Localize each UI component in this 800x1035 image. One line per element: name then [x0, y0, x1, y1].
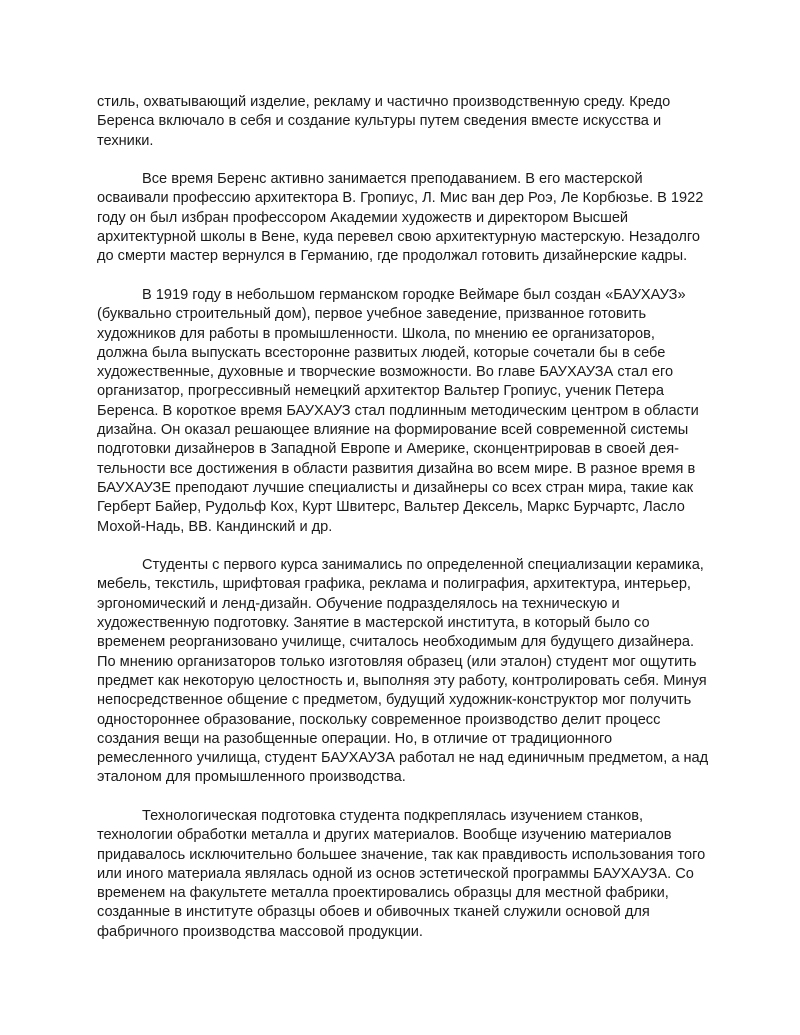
paragraph-5: Технологическая подготовка студента подкреплялась изучением станков, технологии обработки металла и других материалов. Вообще изучению материалов придавалось исключительно большее значение, так как правдивость использования того или иного материала являлась одной из основ эстетической программы БАУХАУЗА. Со временем на факультете металла проектировались образцы для местной фабрики, созданные в институте образцы обоев и обивочных тканей служили основой для фабричного производства массовой продукции. [97, 807, 706, 940]
paragraph-4: Студенты с первого курса занимались по определенной специализации керамика, мебель, текстиль, шрифтовая графика, реклама и полиграфия, архитектура, интерьер, эргономический и ленд-дизайн. Обучение подразделялось на техническую и художественную подготовку. Занятие в мастерской института, в который было со временем реорганизовано училище, считалось необходимым для будущего дизайнера. По мнению организаторов только изготовляя образец (или эталон) студент мог ощутить предмет как некоторую целостность и, выполняя эту работу, контролировать себя. Минуя непосредственное общение с предметом, будущий художник-конструктор мог получить одностороннее образование, поскольку современное производство делит процесс создания вещи на разобщенные операции. Но, в отличие от традиционного ремесленного училища, студент БАУХАУЗА работал не над единичным предметом, а над эталоном для промышленного производства. [97, 557, 709, 786]
paragraph-1: стиль, охватывающий изделие, рекламу и частично производственную среду. Кредо Беренса включало в себя и создание культуры путем сведения вместе искусства и техники. [97, 94, 671, 149]
paragraph-3: В 1919 году в небольшом германском городке Веймаре был создан «БАУХАУЗ» (буквально строительный дом), первое учебное заведение, призванное готовить художников для работы в промышленности. Школа, по мнению ее организаторов, должна была выпускать всесторонне развитых людей, которые сочетали бы в себе художественные, духовные и творческие возможности. Во главе БАУХАУЗА стал его организатор, прогрессивный немецкий архитектор Вальтер Гропиус, ученик Петера Беренса. В короткое время БАУХАУЗ стал подлинным методическим центром в области дизайна. Он оказал решающее влияние на формирование всей современной системы подготовки дизайнеров в Западной Европе и Америке, сконцентрировав в своей дея-тельности все достижения в области развития дизайна во всем мире. В разное время в БАУХАУЗЕ преподают лучшие специалисты и дизайнеры со всех стран мира, такие как Герберт Байер, Рудольф Кох, Курт Швитерс, Вальтер Дексель, Маркс Бурчартс, Ласло Мохой-Надь, ВВ. Кандинский и др. [97, 286, 699, 535]
document-page [97, 93, 709, 961]
paragraph-2: Все время Беренс активно занимается преподаванием. В его мастерской осваивали профессию архитектора В. Гропиус, Л. Мис ван дер Роэ, Ле Корбюзье. В 1922 году он был избран профессором Академии художеств и директором Высшей архитектурной школы в Вене, куда перевел свою архитектурную мастерскую. Незадолго до смерти мастер вернулся в Германию, где продолжал готовить дизайнерские кадры. [97, 171, 704, 265]
